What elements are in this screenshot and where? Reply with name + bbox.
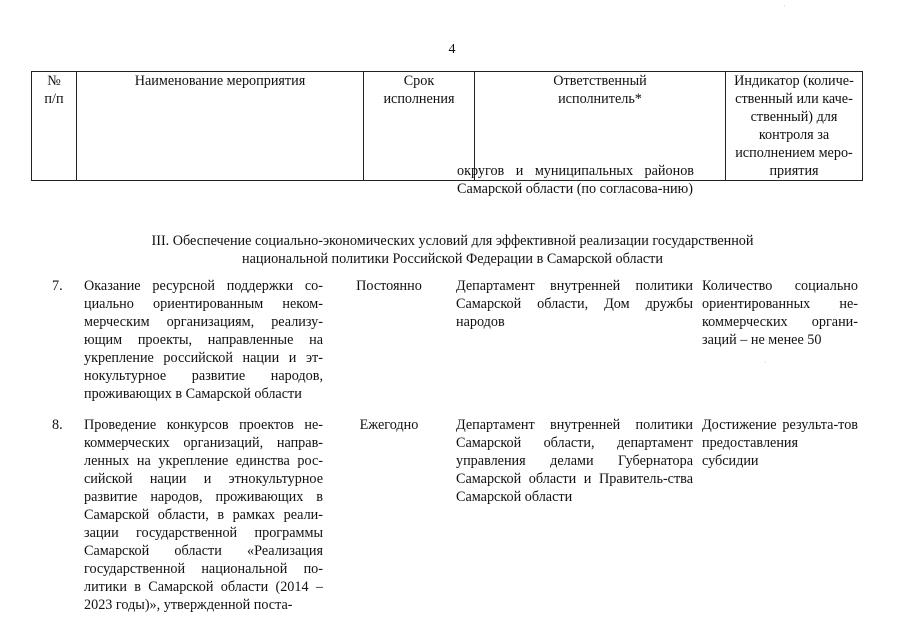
row-name: Оказание ресурсной поддержки со-циально ориентированным неком-мерческим организациям, реализу-ющим проекты, направленные на укрепление российской нации и эт-нокультурное развитие народов, проживающих в Самарской области <box>84 278 323 402</box>
row-executor: Департамент внутренней политики Самарской области, Дом дружбы народов <box>456 278 693 330</box>
table-header <box>31 71 863 181</box>
row-term: Ежегодно <box>359 417 419 433</box>
row-number: 7. <box>52 278 63 294</box>
header-name: Наименование мероприятия <box>77 72 364 181</box>
header-term: Срок исполнения <box>364 72 475 181</box>
row-indicator: Количество социально ориентированных не-коммерческих органи-заций – не менее 50 <box>702 278 858 348</box>
row-indicator: Достижение результа-тов предоставления субсидии <box>702 417 858 469</box>
row-term: Постоянно <box>356 278 422 294</box>
scan-speck: · <box>764 358 767 367</box>
header-num: № п/п <box>32 72 77 181</box>
continuation-text: округов и муниципальных районов Самарской области (по согласова-нию) <box>457 163 694 197</box>
page-number: 4 <box>448 42 456 57</box>
row-executor: Департамент внутренней политики Самарской области, департамент управления делами Губернатора Самарской области и Правитель-ства Самарской области <box>456 417 693 505</box>
scan-speck: · <box>783 2 786 11</box>
row-name: Проведение конкурсов проектов не-коммерческих организаций, направ-ленных на укрепление единства рос-сийской нации и этнокультурное развитие народов, проживающих в Самарской области, в рамках реали-зации государственной программы Самарской области «Реализация государственной национальной по-литики в Самарской области (2014 – 2023 годы)», утвержденной поста- <box>84 417 323 613</box>
header-indicator: Индикатор (количе-ственный или каче-ственный) для контроля за исполнением меро-приятия <box>726 72 863 181</box>
header-executor: Ответственный исполнитель* <box>475 72 726 181</box>
section-title: III. Обеспечение социально-экономических условий для эффективной реализации государственной национальной политики Российской Федерации в Самарской области <box>151 233 754 267</box>
row-number: 8. <box>52 417 63 433</box>
